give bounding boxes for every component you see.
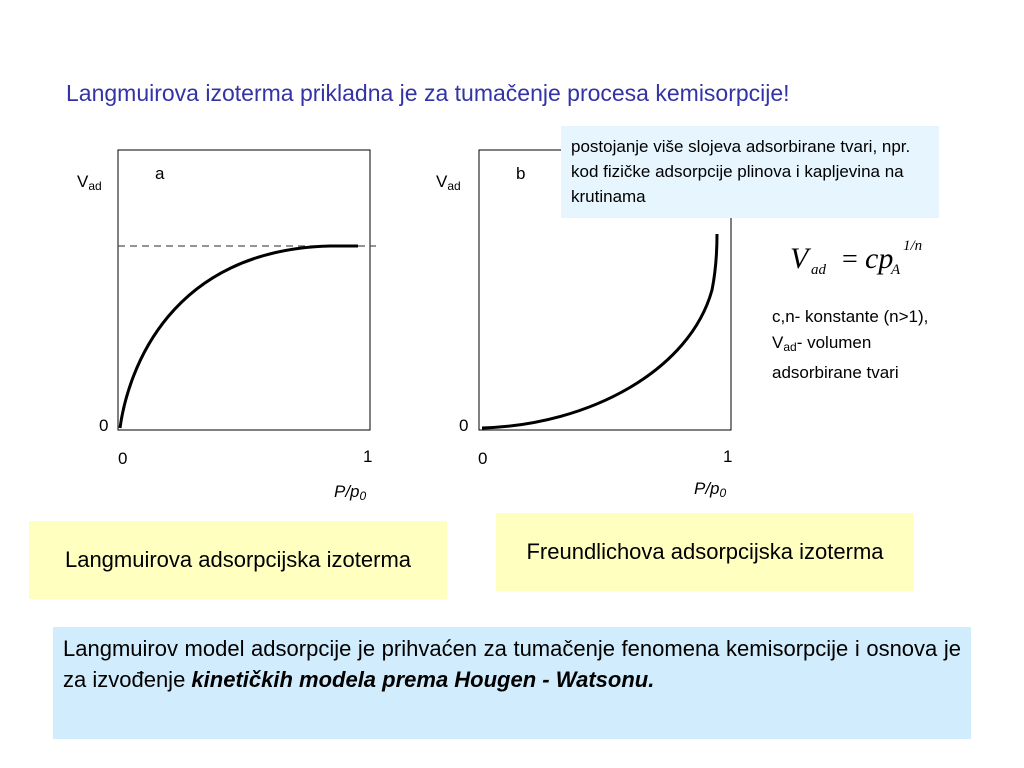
graph-b-tag: b xyxy=(516,164,526,183)
constants-line-2: $V_{ad}-$ volumen xyxy=(772,333,872,354)
equation-lhs: V xyxy=(790,242,809,275)
constants-line-3: adsorbirane tvari xyxy=(772,363,899,382)
graph-a-x-label: $P/p_0$ xyxy=(334,482,367,503)
graph-a-tag: a xyxy=(155,164,165,183)
equation-rhs-sub: A xyxy=(891,262,901,278)
summary-text-box xyxy=(53,627,971,739)
graph-a-y-zero: 0 xyxy=(99,416,109,435)
graph-b-x-label: $P/p_0$ xyxy=(694,479,727,500)
equation-lhs-sub: ad xyxy=(811,262,826,278)
graph-b-x-zero: 0 xyxy=(478,449,488,468)
graph-b-freundlich-curve xyxy=(482,234,717,428)
summary-emphasis: kinetičkih modela prema Hougen - Watsonu. xyxy=(191,667,655,692)
equation-exponent: 1/n xyxy=(903,238,923,254)
equation-equals: = xyxy=(842,244,858,275)
graph-a-x-one: 1 xyxy=(363,447,373,466)
constants-description xyxy=(772,304,928,386)
constants-line-1: c,n- konstante (n>1), xyxy=(772,307,929,326)
freundlich-equation xyxy=(785,232,945,282)
langmuir-isotherm-label: Langmuirova adsorpcijska izoterma xyxy=(29,521,447,599)
graph-a-x-zero: 0 xyxy=(118,449,128,468)
freundlich-isotherm-label: Freundlichova adsorpcijska izoterma xyxy=(496,513,914,591)
slide-title: Langmuirova izoterma prikladna je za tumačenje procesa kemisorpcije! xyxy=(66,80,790,106)
graph-b-x-one: 1 xyxy=(723,447,733,466)
equation-rhs: cp xyxy=(865,242,894,275)
multilayer-callout: postojanje više slojeva adsorbirane tvari, npr. kod fizičke adsorpcije plinova i kapljevina na krutinama xyxy=(561,126,939,218)
graph-b-y-zero: 0 xyxy=(459,416,469,435)
summary-text: Langmuirov model adsorpcije je prihvaćen za tumačenje fenomena kemisorpcije i osnova je za izvođenje xyxy=(63,636,961,692)
graph-b-y-label: $V_{ad}$ xyxy=(436,172,461,193)
graph-a-y-label: $V_{ad}$ xyxy=(77,172,102,193)
